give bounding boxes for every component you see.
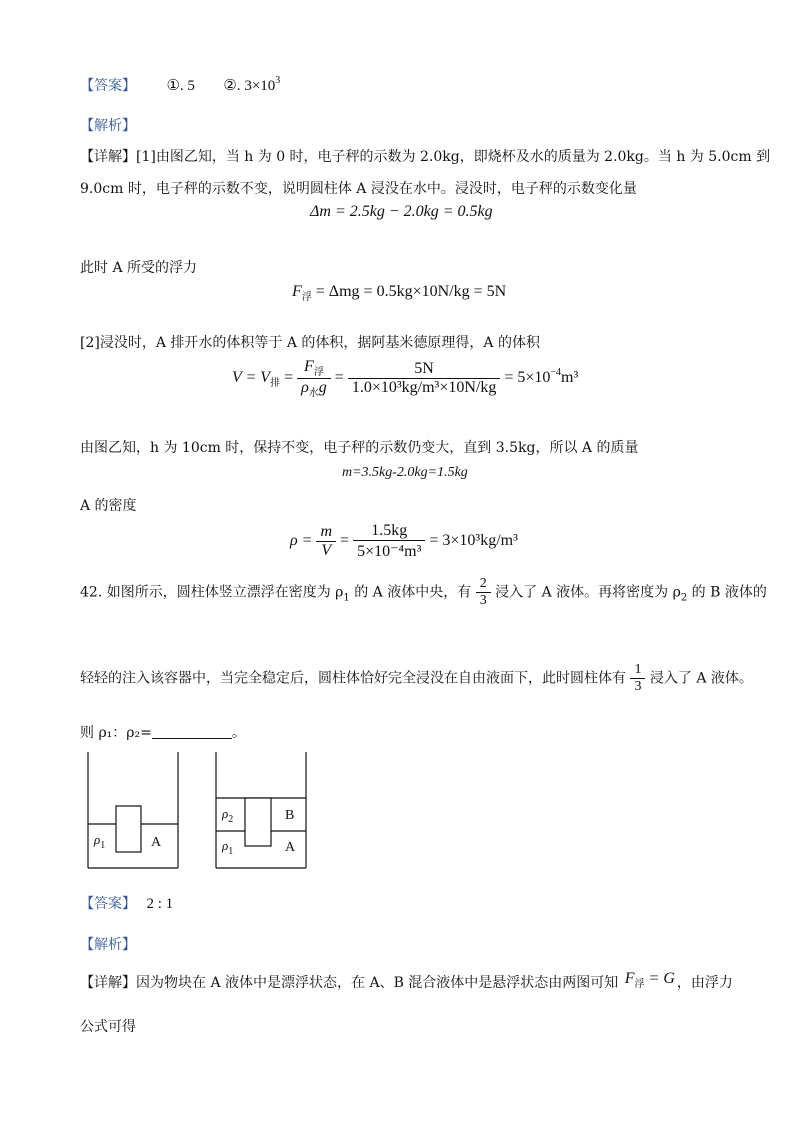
detail-line-5: 由图乙知，h 为 10cm 时，保持不变，电子秤的示数仍变大，直到 3.5kg，所以 A 的质量 bbox=[80, 440, 639, 456]
floating-cylinder bbox=[116, 806, 141, 852]
question-42-line-2: 轻轻的注入该容器中，当完全稳定后，圆柱体恰好完全浸没在自由液面下，此时圆柱体有 $\frac{1}{3}$ 浸入了 A 液体。 bbox=[80, 662, 753, 694]
answer-tag-2: 【答案】 bbox=[80, 896, 136, 912]
detail-line-1: 【详解】[1]由图乙知，当 h 为 0 时，电子秤的示数为 2.0kg，即烧杯及水的质量为 2.0kg。当 h 为 5.0cm 到 bbox=[80, 149, 771, 165]
equation-f-equals-g: $F_浮 = G$ bbox=[624, 970, 675, 990]
equation-volume: $V = V_排$ = $\frac{F_浮}{\rho_水g}$ = $\frac{5N}{\text{1.0×10³kg/m³×10N/kg}}$ = $5\times 10^{-4}m^3$ bbox=[232, 358, 579, 399]
detail-2-line-1: 【详解】因为物块在 A 液体中是漂浮状态，在 A、B 混合液体中是悬浮状态由两图可知 $F_浮 = G$ ，由浮力 bbox=[80, 970, 733, 991]
detail-line-4: [2]浸没时，A 排开水的体积等于 A 的体积，据阿基米德原理得，A 的体积 bbox=[80, 335, 540, 351]
figure-a-rho-label: $\rho_1$ bbox=[94, 832, 106, 851]
question-42-line-1: 42. 如图所示，圆柱体竖立漂浮在密度为 $\rho_1$ 的 A 液体中央，有 $\frac{2}{3}$ 浸入了 A 液体。再将密度为 $\rho_2$ 的 B 液体的 bbox=[80, 576, 767, 608]
figure-b-liquid-b-label: B bbox=[285, 808, 295, 823]
detail-2-line-2: 公式可得 bbox=[80, 1019, 136, 1035]
analysis-tag-2: 【解析】 bbox=[80, 937, 136, 953]
answer-item-2: ②. $3\times 10^3$ bbox=[223, 75, 281, 94]
equation-mass: m=3.5kg-2.0kg=1.5kg bbox=[342, 465, 468, 480]
figure-b-liquid-a-label: A bbox=[285, 840, 296, 855]
answer-tag: 【答案】 bbox=[80, 78, 136, 94]
detail-tag-2: 【详解】 bbox=[80, 975, 136, 991]
suspended-cylinder bbox=[245, 798, 271, 846]
equation-density: ρ = $\frac{m}{V}$ = $\frac{1.5kg}{\text{5×10⁻⁴m³}}$ = 3×10³kg/m³ bbox=[290, 522, 518, 560]
equation-delta-m: Δm = 2.5kg − 2.0kg = 0.5kg bbox=[310, 203, 493, 220]
detail-line-2: 9.0cm 时，电子秤的示数不变，说明圆柱体 A 浸没在水中。浸没时，电子秤的示数变化量 bbox=[80, 181, 637, 197]
detail-line-6: A 的密度 bbox=[80, 498, 137, 514]
answer-row-2 bbox=[80, 893, 173, 913]
answer-value-2: 2 : 1 bbox=[146, 896, 174, 912]
question-42-line-3: 则 ρ₁：ρ₂= 。 bbox=[80, 725, 246, 741]
answer-blank bbox=[152, 724, 232, 739]
detail-tag: 【详解】 bbox=[80, 149, 136, 165]
figure-b-rho1-label: $\rho_1$ bbox=[222, 838, 234, 857]
figure-b-rho2-label: $\rho_2$ bbox=[222, 806, 234, 825]
equation-buoyancy: $F_浮 = \Delta mg = 0.5kg\times 10N/kg = 5N$ bbox=[292, 283, 507, 303]
detail-line-3: 此时 A 所受的浮力 bbox=[80, 260, 198, 276]
figure-a-liquid-label: A bbox=[151, 835, 162, 850]
analysis-tag: 【解析】 bbox=[80, 118, 136, 134]
answer-item-1: ①. 5 bbox=[166, 78, 195, 94]
figure-container-a bbox=[80, 750, 190, 875]
answer-row-1 bbox=[80, 75, 280, 95]
